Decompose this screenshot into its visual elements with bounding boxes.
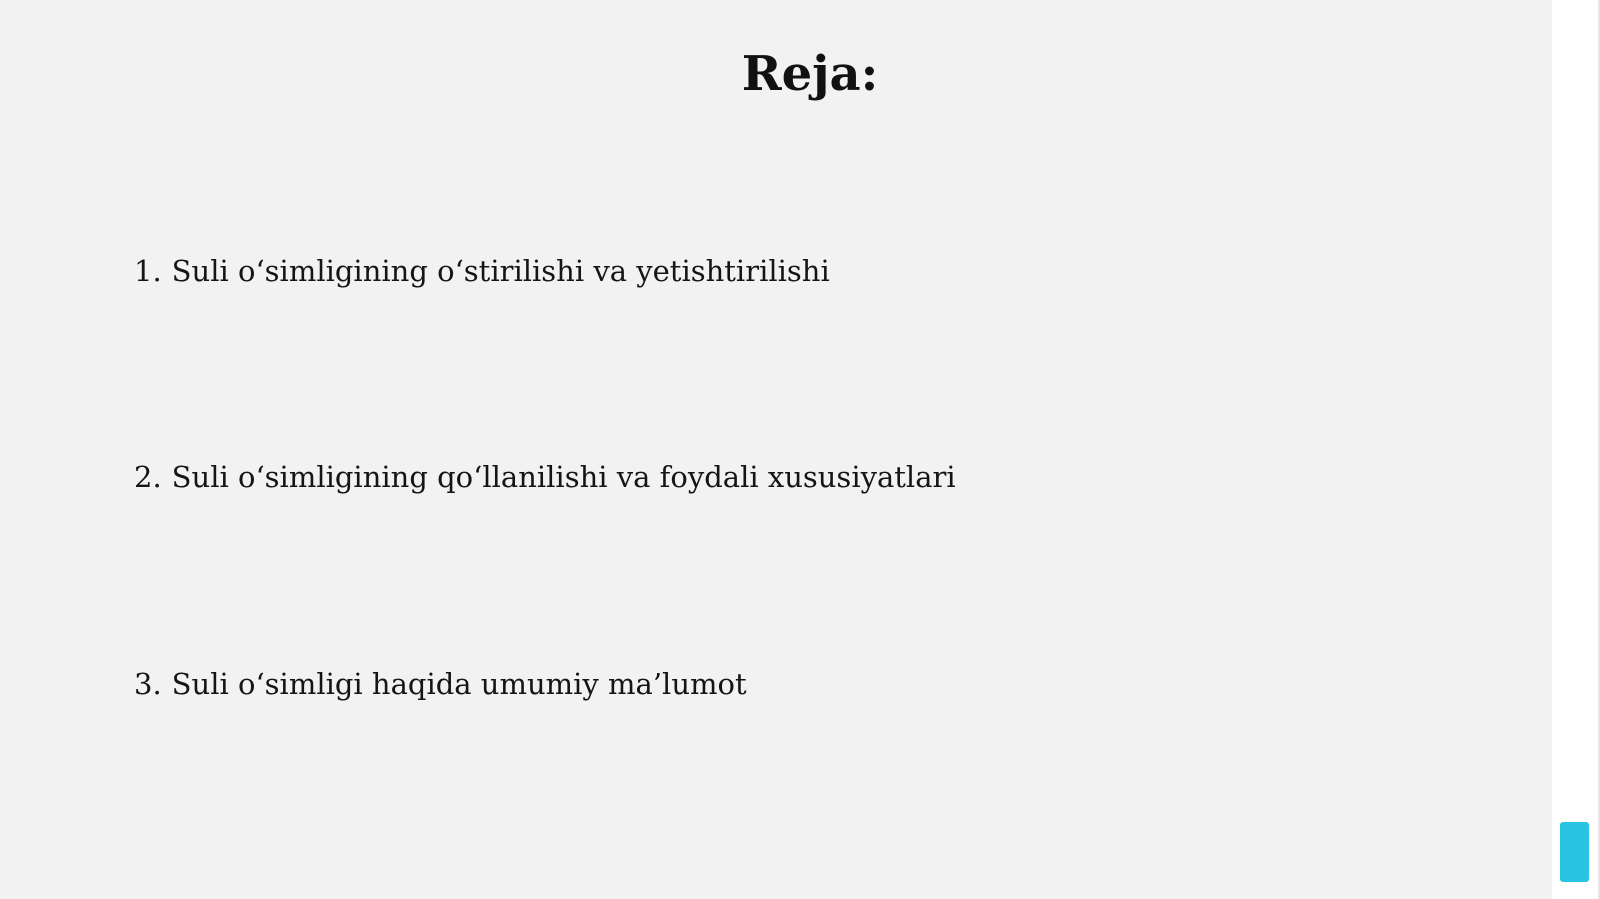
list-item-text: Suli o‘simligining qo‘llanilishi va foydali xususiyatlari	[171, 460, 956, 494]
slide-title: Reja:	[741, 46, 879, 102]
list-item-number: 1.	[134, 254, 162, 288]
right-margin	[1552, 0, 1600, 899]
list-item-number: 3.	[134, 667, 162, 701]
scroll-handle[interactable]	[1560, 822, 1589, 882]
list-item-text: Suli o‘simligi haqida umumiy ma’lumot	[171, 667, 747, 701]
list-item	[134, 251, 830, 291]
list-item-text: Suli o‘simligining o‘stirilishi va yetishtirilishi	[171, 254, 830, 288]
list-item	[134, 664, 747, 704]
list-item	[134, 457, 956, 497]
list-item-number: 2.	[134, 460, 162, 494]
